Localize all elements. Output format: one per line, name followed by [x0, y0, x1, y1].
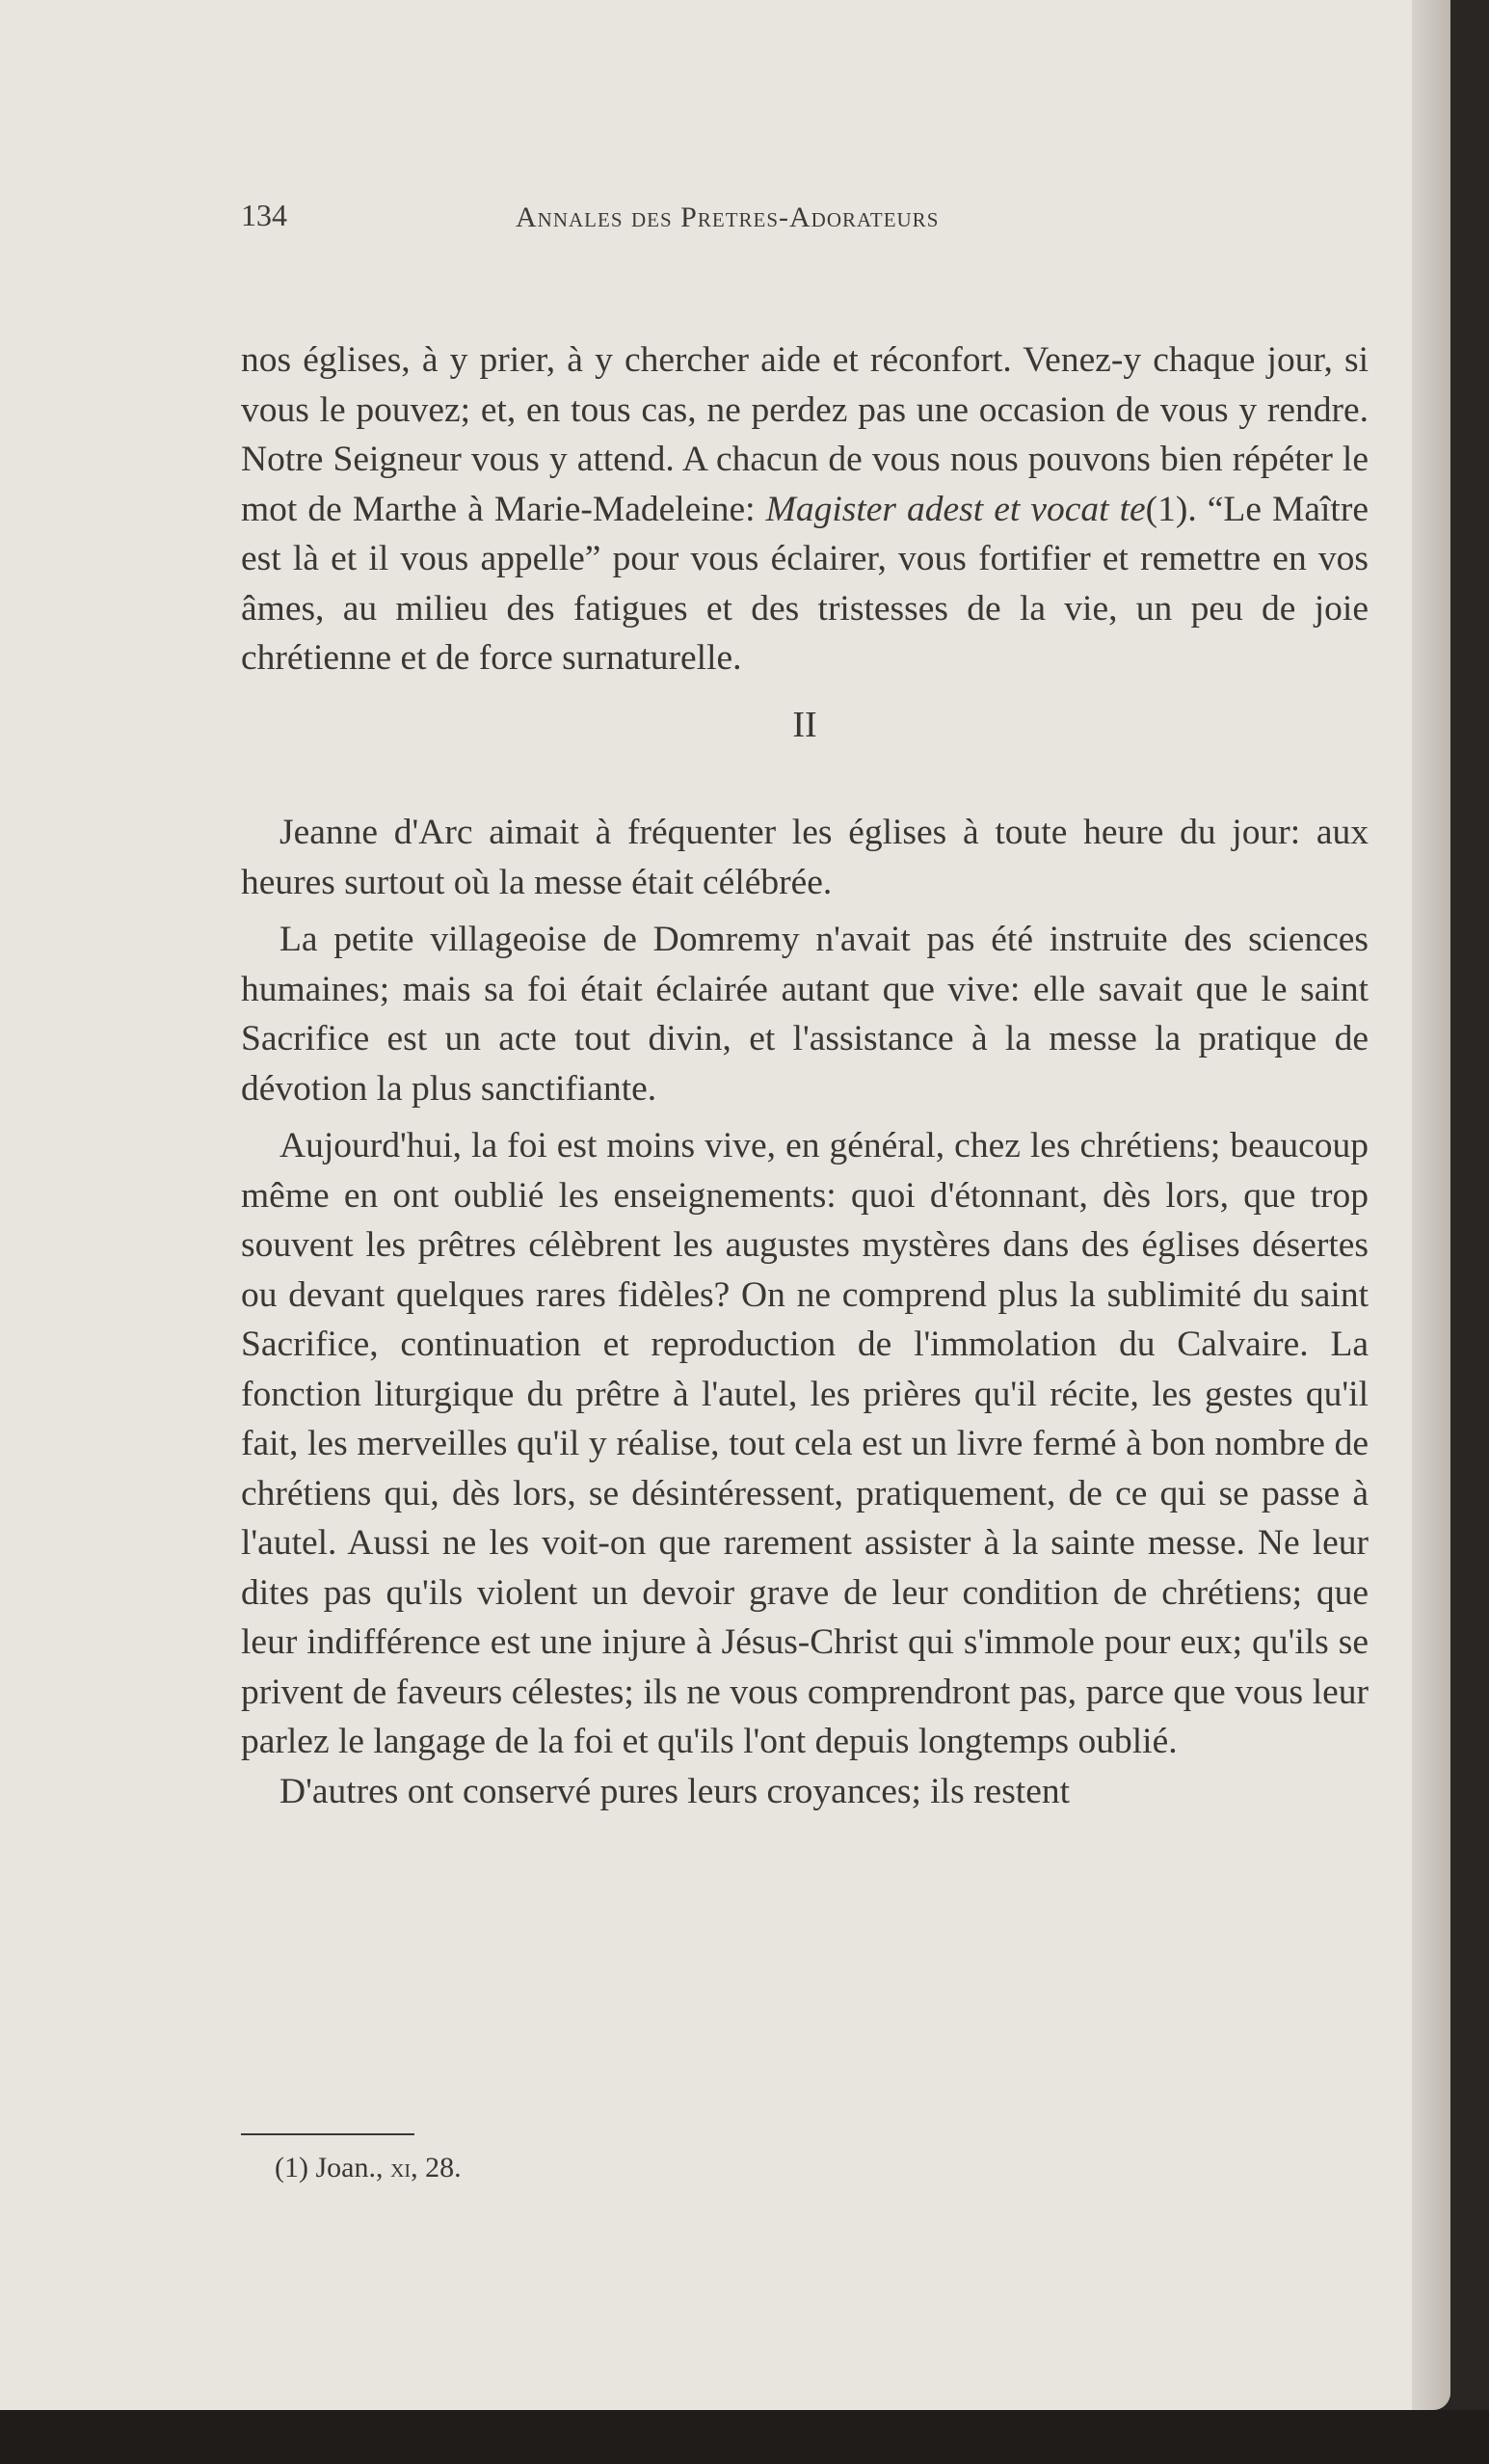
paragraph-3: La petite villageoise de Domremy n'avait pas été instruite des sciences humaines; mais sa foi était éclairée autant que vive: elle savait que le saint Sacrifice est un acte tout divin, et l'assistance à la messe la pratique de dévotion la plus sanctifiante. — [241, 920, 1369, 1109]
paragraph-2: Jeanne d'Arc aimait à fréquenter les églises à toute heure du jour: aux heures surtout où la messe était célébrée. — [241, 813, 1369, 902]
paragraph-1-text-a: nos églises, à y prier, à y chercher aide et réconfort. Venez-y chaque jour, si vous le pouvez; et, en tous cas, ne perdez pas une occasion de vous y rendre. Notre Seigneur vous y attend. A chacun de vous nous pouvons bien répéter le mot de Marthe à Marie-Madeleine: — [241, 340, 1369, 529]
footnote-reference: (1) — [1145, 489, 1188, 529]
paragraph-1-text-b: . “Le Maître est là et il vous appelle” pour vous éclairer, vous fortifier et remettre en vos âmes, au milieu des fatigues et des tristesses de la vie, un peu de joie chrétienne et de force surnaturelle. — [241, 489, 1369, 678]
footnote-marker: (1) — [275, 2152, 308, 2183]
paragraph-5: D'autres ont conservé pures leurs croyances; ils restent — [279, 1771, 1071, 1811]
paragraph-4: Aujourd'hui, la foi est moins vive, en général, chez les chrétiens; beaucoup même en ont oublié les enseignements: quoi d'étonnant, dès lors, que trop souvent les prêtres célèbrent les augustes mystères dans des églises désertes ou devant quelques rares fidèles? On ne comprend plus la sublimité du saint Sacrifice, continuation et reproduction de l'immolation du Calvaire. La fonction liturgique du prêtre à l'autel, les prières qu'il récite, les gestes qu'il fait, les merveilles qu'il y réalise, tout cela est un livre fermé à bon nombre de chrétiens qui, dès lors, se désintéressent, pratiquement, de ce qui se passe à l'autel. Aussi ne les voit-on que rarement assister à la sainte messe. Ne leur dites pas qu'ils violent un devoir grave de leur condition de chrétiens; que leur indifférence est une injure à Jésus-Christ qui s'immole pour eux; qu'ils se privent de faveurs célestes; ils ne vous comprendront pas, parce que vous leur parlez le langage de la foi et qu'ils l'ont depuis longtemps oublié. — [241, 1126, 1369, 1761]
footnote-chapter: xi — [389, 2154, 412, 2183]
footnote-verse: , 28. — [411, 2152, 462, 2183]
page-number: 134 — [241, 198, 287, 232]
footnote — [275, 2152, 462, 2184]
paragraph-1 — [241, 335, 1369, 683]
book-gutter-shadow — [0, 2410, 1489, 2464]
footnote-rule — [241, 2133, 414, 2135]
footnote-source: Joan., — [315, 2152, 384, 2183]
page-header — [241, 198, 1378, 246]
section-number: II — [792, 704, 817, 745]
running-title: Annales des Pretres-Adorateurs — [516, 201, 940, 233]
latin-quote: Magister adest et vocat te — [765, 489, 1146, 529]
page-edge — [1412, 0, 1450, 2410]
body-text — [241, 335, 1369, 1816]
